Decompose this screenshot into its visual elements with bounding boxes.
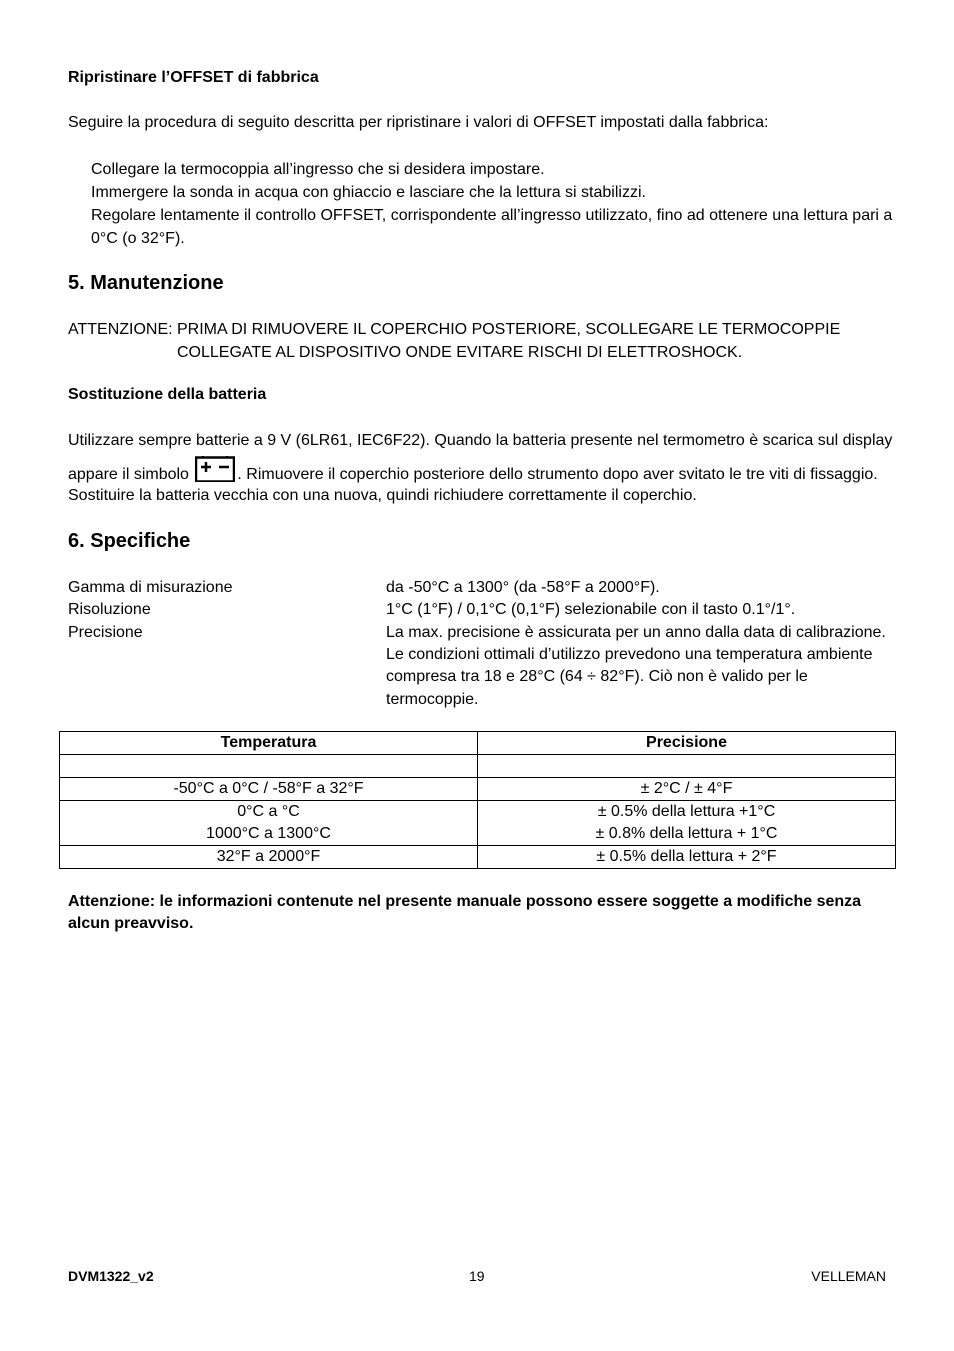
warning-line-2: COLLEGATE AL DISPOSITIVO ONDE EVITARE RISCHI DI ELETTROSHOCK. (177, 344, 743, 361)
specs-heading: 6. Specifiche (68, 530, 191, 552)
offset-heading: Ripristinare l’OFFSET di fabbrica (68, 69, 319, 86)
battery-line-2-start: appare il simbolo (68, 466, 189, 483)
spec-value-resolution: 1°C (1°F) / 0,1°C (0,1°F) selezionabile con il tasto 0.1°/1°. (386, 601, 796, 618)
spec-label-range: Gamma di misurazione (68, 579, 233, 596)
footer-model: DVM1322_v2 (68, 1268, 154, 1284)
offset-step-1: Collegare la termocoppia all’ingresso che si desidera impostare. (91, 161, 545, 178)
spec-label-precision: Precisione (68, 624, 143, 641)
offset-step-3-cont: 0°C (o 32°F). (91, 230, 185, 247)
battery-line-2-end: . Rimuovere il coperchio posteriore dello strumento dopo aver svitato le tre viti di fissaggio. (237, 466, 878, 483)
maintenance-heading: 5. Manutenzione (68, 272, 224, 294)
spec-precision-note-3: termocoppie. (386, 691, 479, 708)
table-cell-prec: ± 0.5% della lettura + 2°F (478, 846, 896, 869)
table-row (60, 755, 896, 778)
table-header-temperature: Temperatura (60, 732, 478, 755)
spec-label-resolution: Risoluzione (68, 601, 151, 618)
table-row (60, 778, 896, 801)
table-header-row (60, 732, 896, 755)
table-cell-temp: -50°C a 0°C / -58°F a 32°F (60, 778, 478, 801)
spec-value-precision: La max. precisione è assicurata per un anno dalla data di calibrazione. (386, 624, 886, 641)
spec-value-range: da -50°C a 1300° (da -58°F a 2000°F). (386, 579, 660, 596)
table-row (60, 801, 896, 846)
notice-line-2: alcun preavviso. (68, 915, 194, 932)
warning-label: ATTENZIONE: (68, 321, 173, 338)
table-cell-temp (60, 755, 478, 778)
table-cell-prec (478, 801, 896, 846)
battery-line-1: Utilizzare sempre batterie a 9 V (6LR61, IEC6F22). Quando la batteria presente nel termometro è scarica sul display (68, 432, 893, 449)
footer-page-number: 19 (469, 1268, 485, 1284)
battery-line-3: Sostituire la batteria vecchia con una nuova, quindi richiudere correttamente il coperchio. (68, 487, 697, 504)
notice-line-1: Attenzione: le informazioni contenute nel presente manuale possono essere soggette a modifiche senza (68, 893, 862, 910)
table-cell-temp-line-2: 1000°C a 1300°C (206, 825, 331, 842)
table-cell-prec: ± 2°C / ± 4°F (478, 778, 896, 801)
table-cell-prec-line-2: ± 0.8% della lettura + 1°C (595, 825, 778, 842)
offset-step-2: Immergere la sonda in acqua con ghiaccio e lasciare che la lettura si stabilizzi. (91, 184, 646, 201)
spec-precision-note-2: compresa tra 18 e 28°C (64 ÷ 82°F). Ciò non è valido per le (386, 668, 808, 685)
warning-line-1: PRIMA DI RIMUOVERE IL COPERCHIO POSTERIORE, SCOLLEGARE LE TERMOCOPPIE (177, 321, 841, 338)
table-cell-temp (60, 801, 478, 846)
table-cell-prec (478, 755, 896, 778)
spec-precision-note-1: Le condizioni ottimali d’utilizzo prevedono una temperatura ambiente (386, 646, 873, 663)
footer-brand: VELLEMAN (811, 1268, 886, 1284)
precision-table (59, 731, 896, 869)
offset-step-3: Regolare lentamente il controllo OFFSET, corrispondente all’ingresso utilizzato, fino ad ottenere una lettura pari a (91, 207, 893, 224)
offset-intro: Seguire la procedura di seguito descritta per ripristinare i valori di OFFSET impostati dalla fabbrica: (68, 114, 769, 131)
table-cell-temp: 32°F a 2000°F (60, 846, 478, 869)
table-header-precision: Precisione (478, 732, 896, 755)
table-cell-temp-line-1: 0°C a °C (237, 803, 300, 820)
table-cell-prec-line-1: ± 0.5% della lettura +1°C (597, 803, 776, 820)
table-row (60, 846, 896, 869)
battery-heading: Sostituzione della batteria (68, 386, 267, 403)
